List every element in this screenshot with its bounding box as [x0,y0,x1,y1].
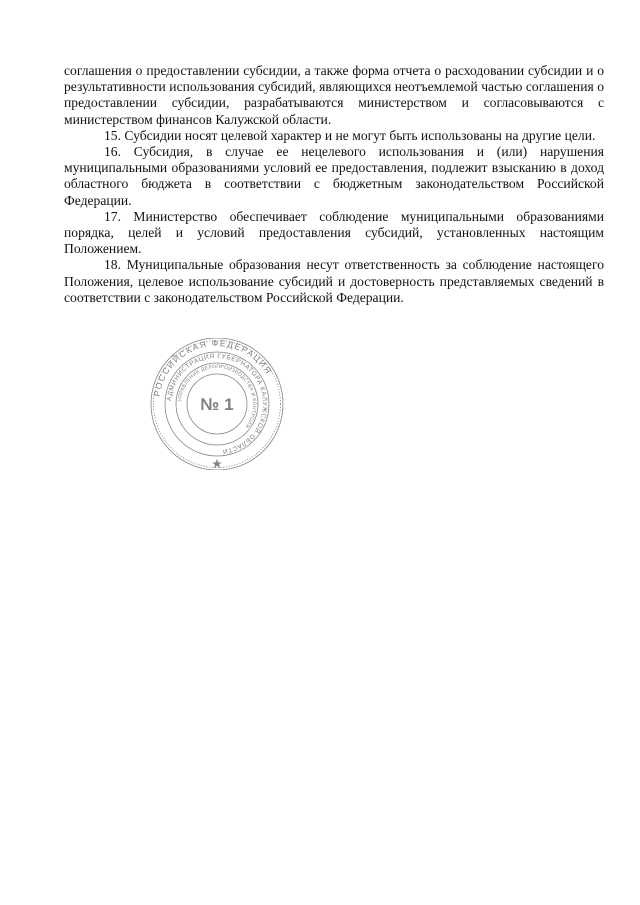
paragraph-16: 16. Субсидия, в случае ее нецелевого использования и (или) нарушения муниципальными образованиями условий ее предоставления, подлежит взысканию в доход областного бюджета в соответствии с бюджетным законодательством Российской Федерации. [64,144,604,208]
paragraph-18: 18. Муниципальные образования несут ответственность за соблюдение настоящего Положения, целевое использование субсидий и достоверность представляемых сведений в соответствии с законодательством Российской Федерации. [64,257,604,305]
official-seal-stamp [147,338,287,470]
stamp-middle-ring-text: АДМИНИСТРАЦИЯ ГУБЕРНАТОРА КАЛУЖСКОЙ ОБЛАСТИ [166,352,269,455]
paragraph-17: 17. Министерство обеспечивает соблюдение муниципальными образованиями порядка, целей и условий предоставления субсидий, установленных настоящим Положением. [64,208,604,257]
paragraph-15: 15. Субсидии носят целевой характер и не могут быть использованы на другие цели. [104,127,596,143]
stamp-outer-ring-text: РОССИЙСКАЯ ФЕДЕРАЦИЯ [151,338,275,398]
stamp-star-icon [212,459,222,468]
stamp-number: № 1 [200,395,234,414]
paragraph-continued: соглашения о предоставлении субсидии, а также форма отчета о расходовании субсидии и о результативности использования субсидий, являющихся неотъемлемой частью соглашения о предоставлении субсидии, разрабатываются министерством и согласовываются с министерством финансов Калужской области. [64,63,604,127]
document-body [64,63,604,306]
stamp-inner-ring-text: УПРАВЛЕНИЕ ДЕЛОПРОИЗВОДСТВА И КОНТРОЛЯ [177,363,258,429]
